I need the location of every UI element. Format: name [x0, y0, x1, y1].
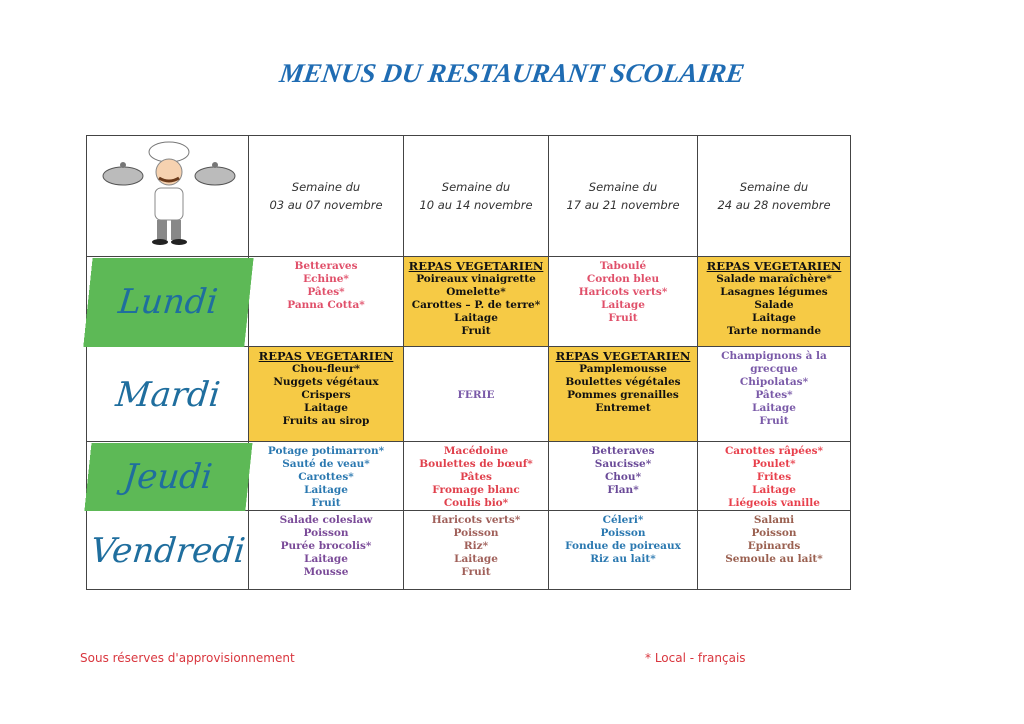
- menu-item: Carottes – P. de terre*: [411, 299, 541, 311]
- day-label: Jeudi: [83, 442, 252, 511]
- menu-item: Omelette*: [446, 286, 506, 298]
- menu-cell: [698, 511, 851, 590]
- vegetarian-badge: REPAS VEGETARIEN: [555, 349, 691, 363]
- menu-item: Nuggets végétaux: [273, 376, 379, 388]
- menu-item: Laitage: [752, 484, 796, 496]
- menu-item: grecque: [750, 363, 798, 375]
- menu-item: Carottes*: [298, 471, 354, 483]
- menu-item: Coulis bio*: [443, 497, 509, 509]
- menu-item: Chou-fleur*: [292, 363, 360, 375]
- menu-item: Boulettes de bœuf*: [419, 458, 533, 470]
- menu-item: Fruit: [311, 497, 341, 509]
- menu-item: Fromage blanc: [432, 484, 520, 496]
- menu-item: Tarte normande: [726, 325, 822, 337]
- menu-item: Fruits au sirop: [282, 415, 370, 427]
- menu-cell: [404, 257, 549, 347]
- week-dates: 24 au 28 novembre: [717, 198, 831, 212]
- menu-item: Laitage: [304, 484, 348, 496]
- menu-item: Betteraves: [294, 260, 358, 272]
- menu-item: FERIE: [457, 389, 495, 401]
- menu-row-mardi: [87, 347, 851, 442]
- menu-cell: [549, 257, 698, 347]
- menu-cell: [249, 442, 404, 511]
- menu-item: Macédoine: [443, 445, 509, 457]
- menu-item: Frites: [756, 471, 792, 483]
- menu-cell: [698, 257, 851, 347]
- week-label: Semaine du: [441, 180, 511, 194]
- menu-cell: [549, 511, 698, 590]
- menu-item: Fruit: [759, 415, 789, 427]
- menu-cell: [549, 347, 698, 442]
- menu-item: Pamplemousse: [579, 363, 667, 375]
- menu-item: Poireaux vinaigrette: [416, 273, 536, 285]
- menu-item: Poisson: [453, 527, 499, 539]
- day-label: Lundi: [82, 257, 253, 347]
- menu-item: Mousse: [303, 566, 349, 578]
- menu-item: Taboulé: [599, 260, 647, 272]
- menu-item: Boulettes végétales: [565, 376, 681, 388]
- menu-cell: [404, 347, 549, 442]
- menu-item: Epinards: [747, 540, 801, 552]
- menu-item: Chou*: [604, 471, 642, 483]
- menu-item: Riz*: [463, 540, 489, 552]
- menu-cell: [249, 347, 404, 442]
- menu-item: Potage potimarron*: [267, 445, 385, 457]
- week-dates: 17 au 21 novembre: [566, 198, 680, 212]
- menu-item: Fondue de poireaux: [565, 540, 681, 552]
- menu-item: Poisson: [303, 527, 349, 539]
- week-dates: 03 au 07 novembre: [269, 198, 383, 212]
- menu-item: Céleri*: [602, 514, 644, 526]
- menu-item: Poisson: [600, 527, 646, 539]
- menu-item: Haricots verts*: [431, 514, 521, 526]
- menu-item: Pâtes: [460, 471, 492, 483]
- menu-item: Panna Cotta*: [287, 299, 365, 311]
- menu-cell: [404, 511, 549, 590]
- week-header: [549, 136, 698, 257]
- menu-item: Salade coleslaw: [279, 514, 373, 526]
- menu-item: Laitage: [601, 299, 645, 311]
- menu-row-lundi: [87, 257, 851, 347]
- menu-item: Lasagnes légumes: [720, 286, 828, 298]
- menu-item: Flan*: [607, 484, 639, 496]
- menu-row-vendredi: [87, 511, 851, 590]
- menu-item: Liégeois vanille: [728, 497, 820, 509]
- menu-item: Pâtes*: [307, 286, 345, 298]
- menu-item: Saucisse*: [594, 458, 652, 470]
- page-title: MENUS DU RESTAURANT SCOLAIRE: [277, 58, 747, 88]
- menu-item: Entremet: [595, 402, 651, 414]
- menu-item: Haricots verts*: [578, 286, 668, 298]
- menu-cell: [249, 511, 404, 590]
- footer-local-note: * Local - français: [645, 651, 746, 665]
- menu-item: Laitage: [304, 553, 348, 565]
- week-header: [404, 136, 549, 257]
- menu-item: Cordon bleu: [586, 273, 660, 285]
- menu-row-jeudi: [87, 442, 851, 511]
- menu-item: Salami: [753, 514, 795, 526]
- vegetarian-badge: REPAS VEGETARIEN: [258, 349, 394, 363]
- menu-cell: [698, 442, 851, 511]
- menu-item: Riz au lait*: [590, 553, 656, 565]
- menu-item: Crispers: [301, 389, 351, 401]
- menu-cell: [404, 442, 549, 511]
- menu-item: Fruit: [608, 312, 638, 324]
- week-label: Semaine du: [291, 180, 361, 194]
- week-dates: 10 au 14 novembre: [419, 198, 533, 212]
- day-label: Mardi: [82, 347, 254, 442]
- menu-item: Pâtes*: [755, 389, 793, 401]
- menu-item: Sauté de veau*: [282, 458, 370, 470]
- menu-item: Betteraves: [591, 445, 655, 457]
- menu-item: Semoule au lait*: [725, 553, 823, 565]
- menu-item: Laitage: [752, 312, 796, 324]
- menu-item: Echine*: [303, 273, 349, 285]
- vegetarian-badge: REPAS VEGETARIEN: [706, 259, 842, 273]
- menu-table: [86, 135, 851, 590]
- menu-item: Laitage: [454, 312, 498, 324]
- week-label: Semaine du: [588, 180, 658, 194]
- menu-item: Champignons à la: [721, 350, 827, 362]
- menu-cell: [249, 257, 404, 347]
- week-header: [249, 136, 404, 257]
- day-label: Vendredi: [82, 511, 252, 590]
- menu-item: Poisson: [751, 527, 797, 539]
- menu-cell: [698, 347, 851, 442]
- footer-supply-note: Sous réserves d'approvisionnement: [80, 651, 295, 665]
- menu-cell: [549, 442, 698, 511]
- menu-item: Salade maraîchère*: [716, 273, 832, 285]
- menu-item: Laitage: [752, 402, 796, 414]
- menu-item: Purée brocolis*: [280, 540, 372, 552]
- menu-item: Pommes grenailles: [567, 389, 679, 401]
- week-header: [698, 136, 851, 257]
- menu-item: Chipolatas*: [739, 376, 809, 388]
- menu-item: Carottes râpées*: [724, 445, 824, 457]
- chef-icon: [93, 138, 243, 250]
- menu-item: Fruit: [461, 325, 491, 337]
- menu-item: Salade: [754, 299, 794, 311]
- vegetarian-badge: REPAS VEGETARIEN: [408, 259, 544, 273]
- chef-illustration-cell: [87, 136, 249, 257]
- menu-item: Laitage: [454, 553, 498, 565]
- week-label: Semaine du: [739, 180, 809, 194]
- menu-item: Fruit: [461, 566, 491, 578]
- menu-item: Poulet*: [752, 458, 796, 470]
- menu-item: Laitage: [304, 402, 348, 414]
